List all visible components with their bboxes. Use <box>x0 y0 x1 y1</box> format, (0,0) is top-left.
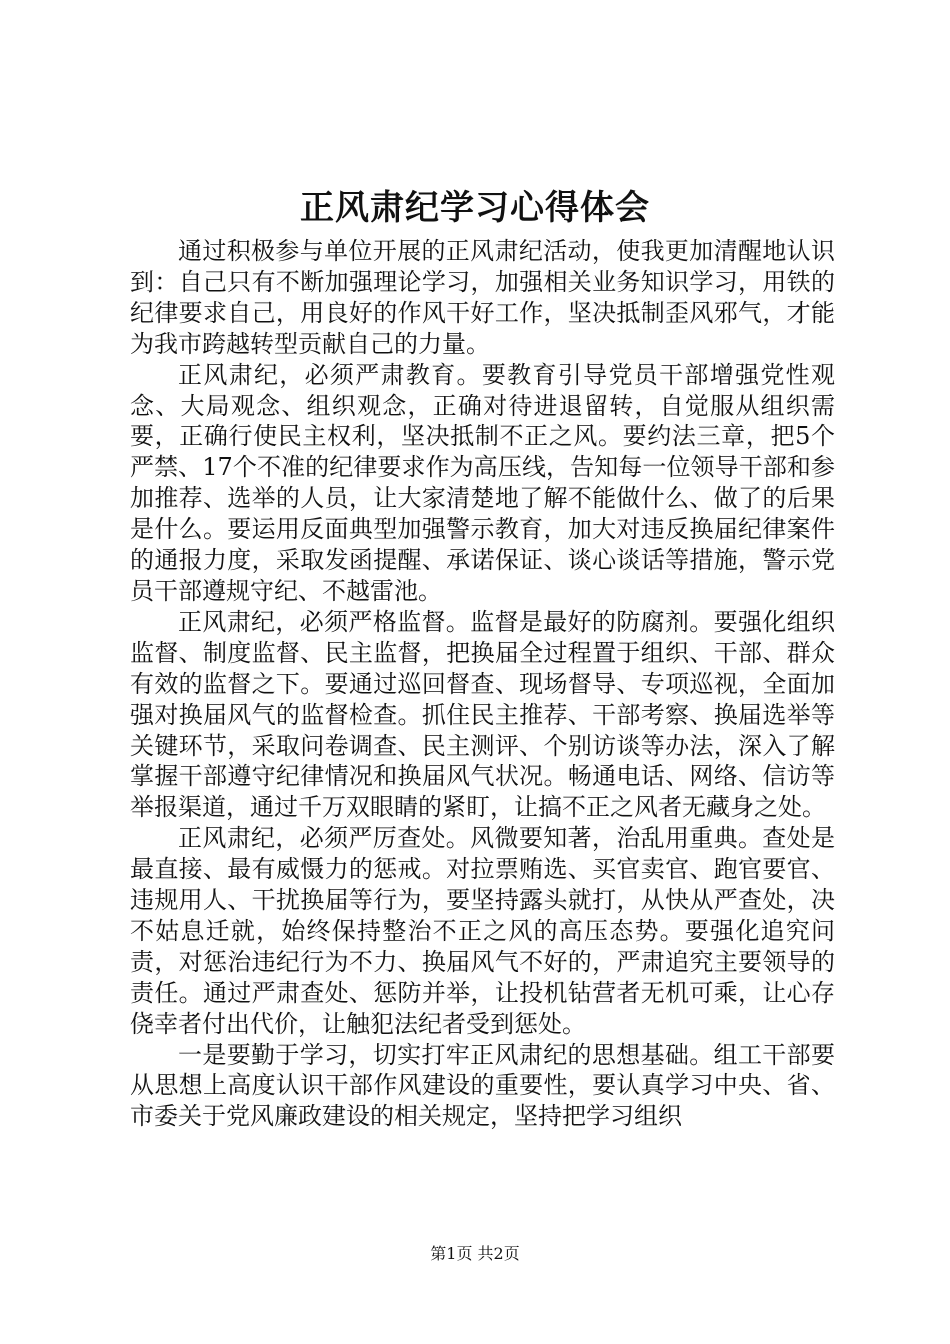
paragraph: 正风肃纪，必须严格监督。监督是最好的防腐剂。要强化组织监督、制度监督、民主监督，把换届全过程置于组织、干部、群众有效的监督之下。要通过巡回督查、现场督导、专项巡视，全面加强对换届风气的监督检查。抓住民主推荐、干部考察、换届选举等关键环节，采取问卷调查、民主测评、个别访谈等办法，深入了解掌握干部遵守纪律情况和换届风气状况。畅通电话、网络、信访等举报渠道，通过千万双眼睛的紧盯，让搞不正之风者无藏身之处。 <box>130 607 835 822</box>
page-footer: 第1页 共2页 <box>430 1244 520 1263</box>
document-body <box>130 236 835 1132</box>
paragraph: 正风肃纪，必须严厉查处。风微要知著，治乱用重典。查处是最直接、最有威慑力的惩戒。对拉票贿选、买官卖官、跑官要官、违规用人、干扰换届等行为，要坚持露头就打，从快从严查处，决不姑息迁就，始终保持整治不正之风的高压态势。要强化追究问责，对惩治违纪行为不力、换届风气不好的，严肃追究主要领导的责任。通过严肃查处、惩防并举，让投机钻营者无机可乘，让心存侥幸者付出代价，让触犯法纪者受到惩处。 <box>130 824 835 1038</box>
paragraph: 通过积极参与单位开展的正风肃纪活动，使我更加清醒地认识到：自己只有不断加强理论学习，加强相关业务知识学习，用铁的纪律要求自己，用良好的作风干好工作，坚决抵制歪风邪气，才能为我市跨越转型贡献自己的力量。 <box>130 237 835 358</box>
paragraph: 正风肃纪，必须严肃教育。要教育引导党员干部增强党性观念、大局观念、组织观念，正确对待进退留转，自觉服从组织需要，正确行使民主权利，坚决抵制不正之风。要约法三章，把5个严禁、17个不准的纪律要求作为高压线，告知每一位领导干部和参加推荐、选举的人员，让大家清楚地了解不能做什么、做了的后果是什么。要运用反面典型加强警示教育，加大对违反换届纪律案件的通报力度，采取发函提醒、承诺保证、谈心谈话等措施，警示党员干部遵规守纪、不越雷池。 <box>130 360 835 605</box>
paragraph: 一是要勤于学习，切实打牢正风肃纪的思想基础。组工干部要从思想上高度认识干部作风建设的重要性，要认真学习中央、省、市委关于党风廉政建设的相关规定，坚持把学习组织 <box>130 1040 835 1131</box>
page-title: 正风肃纪学习心得体会 <box>300 188 650 228</box>
